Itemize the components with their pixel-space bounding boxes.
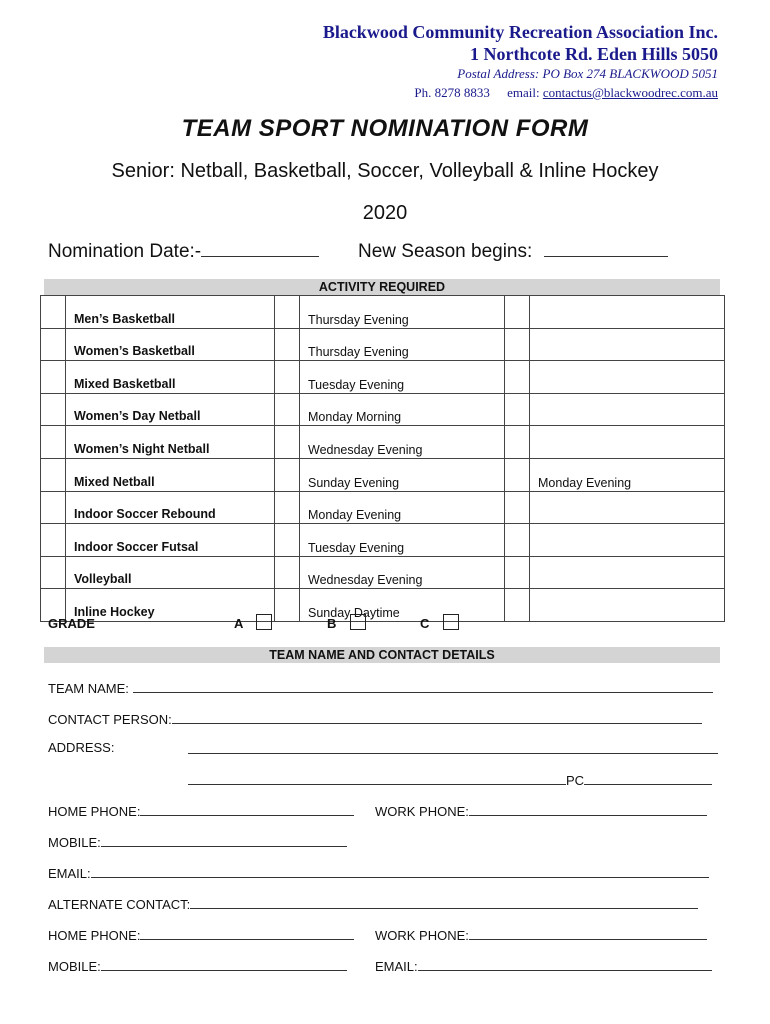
- work-phone-2-line[interactable]: [469, 926, 707, 940]
- activity-time: Monday Evening: [300, 491, 505, 524]
- address-field[interactable]: [48, 740, 114, 755]
- time2-checkbox[interactable]: [505, 458, 530, 491]
- alternate-contact-field[interactable]: [48, 895, 698, 912]
- time-checkbox[interactable]: [275, 426, 300, 459]
- work-phone-field[interactable]: [375, 802, 707, 819]
- address-label: ADDRESS:: [48, 740, 115, 755]
- team-name-label: TEAM NAME:: [48, 681, 129, 696]
- email-link[interactable]: contactus@blackwoodrec.com.au: [542, 85, 718, 100]
- time2-checkbox[interactable]: [505, 556, 530, 589]
- pc-line[interactable]: [584, 771, 712, 785]
- activity-row: [41, 458, 725, 491]
- phone-number: Ph. 8278 8833: [414, 85, 490, 100]
- activity-time-alt: [530, 328, 725, 361]
- work-phone-2-field[interactable]: [375, 926, 707, 943]
- time-checkbox[interactable]: [275, 556, 300, 589]
- form-title: TEAM SPORT NOMINATION FORM: [181, 115, 589, 142]
- mobile-2-line[interactable]: [101, 957, 347, 971]
- email-2-field[interactable]: [375, 957, 712, 974]
- email-2-label: EMAIL:: [375, 959, 418, 974]
- activity-name: Women’s Night Netball: [66, 426, 275, 459]
- address-line-2[interactable]: [188, 771, 712, 788]
- activity-time-alt: [530, 296, 725, 329]
- activity-name: Women’s Day Netball: [66, 393, 275, 426]
- address-line-1[interactable]: [188, 740, 718, 757]
- email-field-label: EMAIL:: [48, 866, 91, 881]
- grade-b-checkbox[interactable]: [350, 614, 366, 630]
- time-checkbox[interactable]: [275, 361, 300, 394]
- mobile-line[interactable]: [101, 833, 347, 847]
- activity-name: Volleyball: [66, 556, 275, 589]
- activity-time-alt: [530, 426, 725, 459]
- activity-time: Monday Morning: [300, 393, 505, 426]
- new-season-line[interactable]: [544, 240, 668, 257]
- activity-time-alt: [530, 524, 725, 557]
- mobile-label: MOBILE:: [48, 835, 101, 850]
- activity-checkbox[interactable]: [41, 296, 66, 329]
- activity-checkbox[interactable]: [41, 328, 66, 361]
- grade-a-label: A: [234, 616, 244, 631]
- contact-person-field[interactable]: [48, 710, 702, 727]
- mobile-field[interactable]: [48, 833, 347, 850]
- activity-time-alt: [530, 491, 725, 524]
- form-subtitle: Senior: Netball, Basketball, Soccer, Volleyball & Inline Hockey: [111, 160, 659, 182]
- email-field[interactable]: [48, 864, 709, 881]
- grade-c-label: C: [420, 616, 430, 631]
- activity-heading: ACTIVITY REQUIRED: [44, 279, 720, 295]
- time2-checkbox[interactable]: [505, 524, 530, 557]
- home-phone-2-line[interactable]: [140, 926, 354, 940]
- activity-time: Thursday Evening: [300, 328, 505, 361]
- contact-heading: TEAM NAME AND CONTACT DETAILS: [44, 647, 720, 663]
- activity-row: [41, 296, 725, 329]
- activity-row: [41, 393, 725, 426]
- team-name-field[interactable]: [48, 679, 713, 696]
- activity-checkbox[interactable]: [41, 556, 66, 589]
- email-line[interactable]: [91, 864, 709, 878]
- address-line-2-rule[interactable]: [188, 771, 566, 785]
- activity-time-alt: [530, 393, 725, 426]
- activity-time: Thursday Evening: [300, 296, 505, 329]
- postal-address: Postal Address: PO Box 274 BLACKWOOD 5051: [457, 66, 718, 81]
- activity-name: Women’s Basketball: [66, 328, 275, 361]
- org-name: Blackwood Community Recreation Association Inc.: [322, 22, 718, 42]
- time2-checkbox[interactable]: [505, 296, 530, 329]
- contact-person-line[interactable]: [172, 710, 702, 724]
- activity-time: Wednesday Evening: [300, 426, 505, 459]
- activity-checkbox[interactable]: [41, 426, 66, 459]
- nomination-date-label: Nomination Date:-: [48, 241, 202, 262]
- home-phone-line[interactable]: [140, 802, 354, 816]
- activity-time: Sunday Evening: [300, 458, 505, 491]
- activity-table: [40, 295, 725, 622]
- home-phone-label: HOME PHONE:: [48, 804, 141, 819]
- activity-row: [41, 556, 725, 589]
- form-year: 2020: [362, 202, 408, 224]
- time2-checkbox[interactable]: [505, 328, 530, 361]
- time-checkbox[interactable]: [275, 328, 300, 361]
- contact-line: [414, 85, 718, 101]
- time-checkbox[interactable]: [275, 393, 300, 426]
- work-phone-label: WORK PHONE:: [375, 804, 469, 819]
- nomination-date-line[interactable]: [201, 240, 319, 257]
- activity-checkbox[interactable]: [41, 393, 66, 426]
- pc-label: PC: [566, 773, 585, 788]
- new-season-label: New Season begins:: [358, 241, 533, 262]
- work-phone-line[interactable]: [469, 802, 707, 816]
- activity-row: [41, 491, 725, 524]
- activity-checkbox[interactable]: [41, 524, 66, 557]
- time2-checkbox[interactable]: [505, 426, 530, 459]
- activity-name: Mixed Netball: [66, 458, 275, 491]
- activity-time-alt: [530, 556, 725, 589]
- time-checkbox[interactable]: [275, 589, 300, 622]
- activity-row: [41, 426, 725, 459]
- home-phone-2-label: HOME PHONE:: [48, 928, 141, 943]
- team-name-line[interactable]: [133, 679, 713, 693]
- home-phone-field[interactable]: [48, 802, 354, 819]
- activity-time: Wednesday Evening: [300, 556, 505, 589]
- alternate-contact-line[interactable]: [190, 895, 698, 909]
- time-checkbox[interactable]: [275, 491, 300, 524]
- activity-checkbox[interactable]: [41, 361, 66, 394]
- activity-name: Mixed Basketball: [66, 361, 275, 394]
- activity-row: [41, 524, 725, 557]
- activity-time-alt: [530, 361, 725, 394]
- activity-row: [41, 328, 725, 361]
- contact-person-label: CONTACT PERSON:: [48, 712, 172, 727]
- work-phone-2-label: WORK PHONE:: [375, 928, 469, 943]
- time-checkbox[interactable]: [275, 296, 300, 329]
- grade-label: GRADE: [48, 616, 95, 631]
- grade-b-label: B: [327, 616, 337, 631]
- activity-name: Indoor Soccer Futsal: [66, 524, 275, 557]
- activity-checkbox[interactable]: [41, 458, 66, 491]
- email-label: email:: [507, 85, 540, 100]
- activity-name: Inline Hockey: [66, 589, 275, 622]
- activity-row: [41, 361, 725, 394]
- time2-checkbox[interactable]: [505, 491, 530, 524]
- activity-time-alt: [530, 589, 725, 622]
- mobile-2-field[interactable]: [48, 957, 347, 974]
- new-season-field[interactable]: [358, 240, 668, 263]
- email-2-line[interactable]: [418, 957, 712, 971]
- mobile-2-label: MOBILE:: [48, 959, 101, 974]
- grade-c-checkbox[interactable]: [443, 614, 459, 630]
- activity-name: Men’s Basketball: [66, 296, 275, 329]
- activity-time: Tuesday Evening: [300, 524, 505, 557]
- activity-name: Indoor Soccer Rebound: [66, 491, 275, 524]
- time2-checkbox[interactable]: [505, 361, 530, 394]
- activity-row: [41, 589, 725, 622]
- home-phone-2-field[interactable]: [48, 926, 354, 943]
- time2-checkbox[interactable]: [505, 589, 530, 622]
- grade-a-checkbox[interactable]: [256, 614, 272, 630]
- activity-time-alt: Monday Evening: [530, 458, 725, 491]
- time-checkbox[interactable]: [275, 524, 300, 557]
- time2-checkbox[interactable]: [505, 393, 530, 426]
- address-line-1-rule[interactable]: [188, 740, 718, 754]
- alternate-contact-label: ALTERNATE CONTACT:: [48, 897, 191, 912]
- activity-checkbox[interactable]: [41, 491, 66, 524]
- activity-time: Sunday Daytime: [300, 589, 505, 622]
- time-checkbox[interactable]: [275, 458, 300, 491]
- org-address: 1 Northcote Rd. Eden Hills 5050: [469, 44, 718, 64]
- activity-time: Tuesday Evening: [300, 361, 505, 394]
- nomination-date-field[interactable]: [48, 240, 319, 263]
